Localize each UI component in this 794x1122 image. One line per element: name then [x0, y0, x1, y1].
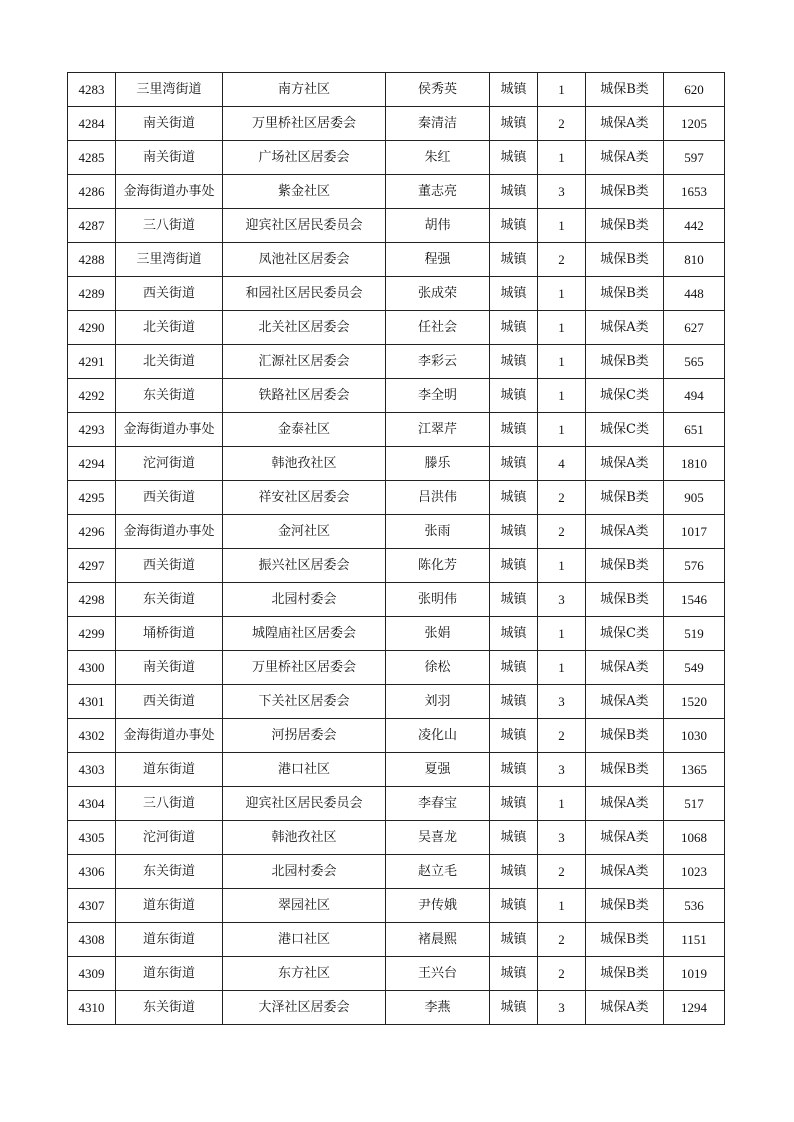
cell-street: 金海街道办事处 [116, 413, 223, 447]
cell-category: 城保A类 [586, 515, 664, 549]
cell-household-count: 2 [538, 719, 586, 753]
cell-serial: 4292 [68, 379, 116, 413]
cell-category: 城保B类 [586, 583, 664, 617]
cell-type: 城镇 [490, 73, 538, 107]
cell-type: 城镇 [490, 209, 538, 243]
cell-community: 南方社区 [223, 73, 386, 107]
cell-category: 城保B类 [586, 753, 664, 787]
cell-name: 王兴台 [386, 957, 490, 991]
cell-household-count: 1 [538, 277, 586, 311]
cell-household-count: 2 [538, 243, 586, 277]
cell-community: 翠园社区 [223, 889, 386, 923]
cell-street: 道东街道 [116, 753, 223, 787]
table-row [68, 583, 725, 617]
table-row [68, 311, 725, 345]
cell-amount: 517 [664, 787, 725, 821]
cell-household-count: 3 [538, 583, 586, 617]
cell-name: 吴喜龙 [386, 821, 490, 855]
cell-name: 滕乐 [386, 447, 490, 481]
cell-community: 汇源社区居委会 [223, 345, 386, 379]
cell-amount: 597 [664, 141, 725, 175]
cell-street: 三里湾街道 [116, 73, 223, 107]
cell-name: 李燕 [386, 991, 490, 1025]
cell-serial: 4291 [68, 345, 116, 379]
cell-community: 东方社区 [223, 957, 386, 991]
cell-type: 城镇 [490, 175, 538, 209]
table-row [68, 685, 725, 719]
cell-name: 江翠芹 [386, 413, 490, 447]
cell-amount: 1365 [664, 753, 725, 787]
cell-name: 陈化芳 [386, 549, 490, 583]
cell-household-count: 2 [538, 855, 586, 889]
cell-serial: 4299 [68, 617, 116, 651]
cell-household-count: 3 [538, 991, 586, 1025]
cell-name: 秦清洁 [386, 107, 490, 141]
cell-street: 西关街道 [116, 685, 223, 719]
cell-name: 徐松 [386, 651, 490, 685]
cell-amount: 576 [664, 549, 725, 583]
cell-street: 南关街道 [116, 107, 223, 141]
cell-name: 李彩云 [386, 345, 490, 379]
table-row [68, 787, 725, 821]
cell-type: 城镇 [490, 787, 538, 821]
cell-category: 城保B类 [586, 719, 664, 753]
cell-amount: 627 [664, 311, 725, 345]
cell-name: 夏强 [386, 753, 490, 787]
cell-serial: 4309 [68, 957, 116, 991]
cell-name: 李春宝 [386, 787, 490, 821]
cell-type: 城镇 [490, 651, 538, 685]
cell-street: 沱河街道 [116, 447, 223, 481]
cell-community: 迎宾社区居民委员会 [223, 209, 386, 243]
cell-amount: 565 [664, 345, 725, 379]
cell-community: 港口社区 [223, 753, 386, 787]
table-row [68, 821, 725, 855]
cell-type: 城镇 [490, 243, 538, 277]
cell-community: 金河社区 [223, 515, 386, 549]
cell-name: 董志亮 [386, 175, 490, 209]
cell-household-count: 3 [538, 685, 586, 719]
cell-amount: 442 [664, 209, 725, 243]
cell-amount: 1019 [664, 957, 725, 991]
cell-street: 东关街道 [116, 991, 223, 1025]
cell-household-count: 2 [538, 923, 586, 957]
cell-category: 城保C类 [586, 413, 664, 447]
cell-community: 万里桥社区居委会 [223, 107, 386, 141]
cell-type: 城镇 [490, 141, 538, 175]
cell-amount: 494 [664, 379, 725, 413]
cell-community: 韩池孜社区 [223, 821, 386, 855]
cell-category: 城保B类 [586, 549, 664, 583]
cell-street: 南关街道 [116, 651, 223, 685]
cell-amount: 1653 [664, 175, 725, 209]
cell-name: 吕洪伟 [386, 481, 490, 515]
cell-household-count: 3 [538, 753, 586, 787]
cell-community: 大泽社区居委会 [223, 991, 386, 1025]
cell-serial: 4302 [68, 719, 116, 753]
table-row [68, 379, 725, 413]
cell-amount: 448 [664, 277, 725, 311]
cell-serial: 4308 [68, 923, 116, 957]
cell-street: 沱河街道 [116, 821, 223, 855]
cell-community: 港口社区 [223, 923, 386, 957]
cell-type: 城镇 [490, 107, 538, 141]
cell-category: 城保B类 [586, 209, 664, 243]
cell-community: 祥安社区居委会 [223, 481, 386, 515]
cell-street: 金海街道办事处 [116, 515, 223, 549]
table-row [68, 855, 725, 889]
cell-serial: 4293 [68, 413, 116, 447]
cell-type: 城镇 [490, 889, 538, 923]
cell-category: 城保A类 [586, 311, 664, 345]
cell-type: 城镇 [490, 583, 538, 617]
cell-household-count: 3 [538, 821, 586, 855]
cell-name: 赵立毛 [386, 855, 490, 889]
table-row [68, 141, 725, 175]
table-row [68, 175, 725, 209]
cell-category: 城保B类 [586, 277, 664, 311]
cell-category: 城保A类 [586, 821, 664, 855]
cell-type: 城镇 [490, 277, 538, 311]
table-row [68, 957, 725, 991]
cell-serial: 4284 [68, 107, 116, 141]
table-row [68, 889, 725, 923]
cell-household-count: 1 [538, 141, 586, 175]
cell-serial: 4298 [68, 583, 116, 617]
cell-serial: 4290 [68, 311, 116, 345]
cell-type: 城镇 [490, 991, 538, 1025]
cell-name: 程强 [386, 243, 490, 277]
cell-category: 城保B类 [586, 889, 664, 923]
cell-serial: 4288 [68, 243, 116, 277]
cell-serial: 4285 [68, 141, 116, 175]
cell-street: 北关街道 [116, 311, 223, 345]
cell-community: 北园村委会 [223, 583, 386, 617]
cell-amount: 1294 [664, 991, 725, 1025]
cell-household-count: 1 [538, 73, 586, 107]
table-row [68, 73, 725, 107]
table-row [68, 345, 725, 379]
cell-name: 侯秀英 [386, 73, 490, 107]
cell-amount: 1205 [664, 107, 725, 141]
table-row [68, 243, 725, 277]
cell-community: 万里桥社区居委会 [223, 651, 386, 685]
cell-amount: 1520 [664, 685, 725, 719]
cell-type: 城镇 [490, 447, 538, 481]
cell-street: 三里湾街道 [116, 243, 223, 277]
cell-type: 城镇 [490, 617, 538, 651]
cell-amount: 810 [664, 243, 725, 277]
cell-household-count: 1 [538, 311, 586, 345]
cell-category: 城保A类 [586, 855, 664, 889]
cell-type: 城镇 [490, 311, 538, 345]
cell-community: 韩池孜社区 [223, 447, 386, 481]
cell-amount: 1023 [664, 855, 725, 889]
cell-category: 城保B类 [586, 957, 664, 991]
cell-type: 城镇 [490, 753, 538, 787]
cell-amount: 1068 [664, 821, 725, 855]
cell-category: 城保A类 [586, 447, 664, 481]
cell-category: 城保A类 [586, 787, 664, 821]
cell-category: 城保B类 [586, 73, 664, 107]
table-body [68, 73, 725, 1025]
cell-serial: 4297 [68, 549, 116, 583]
cell-type: 城镇 [490, 481, 538, 515]
cell-name: 刘羽 [386, 685, 490, 719]
cell-community: 下关社区居委会 [223, 685, 386, 719]
cell-household-count: 2 [538, 957, 586, 991]
cell-name: 胡伟 [386, 209, 490, 243]
cell-type: 城镇 [490, 379, 538, 413]
cell-household-count: 2 [538, 515, 586, 549]
cell-household-count: 1 [538, 413, 586, 447]
cell-serial: 4301 [68, 685, 116, 719]
cell-household-count: 2 [538, 481, 586, 515]
cell-serial: 4286 [68, 175, 116, 209]
cell-amount: 1030 [664, 719, 725, 753]
cell-community: 和园社区居民委员会 [223, 277, 386, 311]
cell-category: 城保C类 [586, 617, 664, 651]
table-row [68, 719, 725, 753]
cell-street: 东关街道 [116, 855, 223, 889]
cell-category: 城保A类 [586, 141, 664, 175]
cell-amount: 1151 [664, 923, 725, 957]
cell-amount: 1017 [664, 515, 725, 549]
cell-name: 凌化山 [386, 719, 490, 753]
table-row [68, 277, 725, 311]
cell-community: 河拐居委会 [223, 719, 386, 753]
cell-community: 城隍庙社区居委会 [223, 617, 386, 651]
cell-street: 金海街道办事处 [116, 719, 223, 753]
table-row [68, 617, 725, 651]
cell-street: 三八街道 [116, 209, 223, 243]
cell-community: 广场社区居委会 [223, 141, 386, 175]
cell-type: 城镇 [490, 923, 538, 957]
cell-community: 铁路社区居委会 [223, 379, 386, 413]
cell-serial: 4305 [68, 821, 116, 855]
cell-household-count: 4 [538, 447, 586, 481]
cell-household-count: 3 [538, 175, 586, 209]
cell-street: 道东街道 [116, 889, 223, 923]
table-row [68, 753, 725, 787]
cell-serial: 4289 [68, 277, 116, 311]
cell-type: 城镇 [490, 957, 538, 991]
cell-type: 城镇 [490, 413, 538, 447]
cell-community: 紫金社区 [223, 175, 386, 209]
cell-amount: 651 [664, 413, 725, 447]
table-row [68, 209, 725, 243]
cell-community: 北关社区居委会 [223, 311, 386, 345]
cell-type: 城镇 [490, 821, 538, 855]
cell-serial: 4296 [68, 515, 116, 549]
cell-household-count: 1 [538, 379, 586, 413]
cell-household-count: 2 [538, 107, 586, 141]
cell-name: 任社会 [386, 311, 490, 345]
cell-serial: 4300 [68, 651, 116, 685]
cell-type: 城镇 [490, 549, 538, 583]
cell-amount: 536 [664, 889, 725, 923]
cell-household-count: 1 [538, 549, 586, 583]
cell-serial: 4287 [68, 209, 116, 243]
cell-name: 李全明 [386, 379, 490, 413]
cell-serial: 4303 [68, 753, 116, 787]
cell-community: 北园村委会 [223, 855, 386, 889]
cell-serial: 4294 [68, 447, 116, 481]
cell-household-count: 1 [538, 787, 586, 821]
cell-household-count: 1 [538, 209, 586, 243]
table-row [68, 923, 725, 957]
cell-name: 朱红 [386, 141, 490, 175]
cell-name: 尹传娥 [386, 889, 490, 923]
cell-category: 城保B类 [586, 923, 664, 957]
cell-community: 振兴社区居委会 [223, 549, 386, 583]
cell-street: 埇桥街道 [116, 617, 223, 651]
cell-community: 迎宾社区居民委员会 [223, 787, 386, 821]
cell-street: 道东街道 [116, 957, 223, 991]
cell-category: 城保B类 [586, 243, 664, 277]
cell-street: 北关街道 [116, 345, 223, 379]
cell-amount: 549 [664, 651, 725, 685]
cell-name: 张明伟 [386, 583, 490, 617]
cell-serial: 4307 [68, 889, 116, 923]
cell-type: 城镇 [490, 345, 538, 379]
cell-name: 张雨 [386, 515, 490, 549]
cell-type: 城镇 [490, 719, 538, 753]
cell-community: 金泰社区 [223, 413, 386, 447]
cell-street: 东关街道 [116, 583, 223, 617]
cell-serial: 4310 [68, 991, 116, 1025]
cell-category: 城保C类 [586, 379, 664, 413]
cell-serial: 4295 [68, 481, 116, 515]
cell-category: 城保A类 [586, 107, 664, 141]
cell-serial: 4304 [68, 787, 116, 821]
cell-category: 城保B类 [586, 345, 664, 379]
cell-category: 城保A类 [586, 991, 664, 1025]
cell-street: 金海街道办事处 [116, 175, 223, 209]
cell-amount: 620 [664, 73, 725, 107]
cell-type: 城镇 [490, 515, 538, 549]
cell-type: 城镇 [490, 685, 538, 719]
table-row [68, 515, 725, 549]
records-table [67, 72, 725, 1025]
cell-household-count: 1 [538, 889, 586, 923]
table-row [68, 481, 725, 515]
cell-street: 西关街道 [116, 481, 223, 515]
cell-street: 西关街道 [116, 549, 223, 583]
cell-street: 三八街道 [116, 787, 223, 821]
cell-street: 西关街道 [116, 277, 223, 311]
cell-category: 城保A类 [586, 651, 664, 685]
cell-serial: 4306 [68, 855, 116, 889]
cell-community: 凤池社区居委会 [223, 243, 386, 277]
table-row [68, 413, 725, 447]
cell-amount: 519 [664, 617, 725, 651]
table-row [68, 549, 725, 583]
table-row [68, 447, 725, 481]
cell-street: 道东街道 [116, 923, 223, 957]
cell-amount: 905 [664, 481, 725, 515]
table-row [68, 651, 725, 685]
cell-category: 城保A类 [586, 685, 664, 719]
cell-category: 城保B类 [586, 175, 664, 209]
cell-amount: 1546 [664, 583, 725, 617]
cell-household-count: 1 [538, 345, 586, 379]
cell-household-count: 1 [538, 617, 586, 651]
table-row [68, 991, 725, 1025]
cell-name: 褚晨熙 [386, 923, 490, 957]
cell-name: 张成荣 [386, 277, 490, 311]
cell-household-count: 1 [538, 651, 586, 685]
cell-name: 张娟 [386, 617, 490, 651]
cell-street: 南关街道 [116, 141, 223, 175]
table-row [68, 107, 725, 141]
cell-serial: 4283 [68, 73, 116, 107]
cell-type: 城镇 [490, 855, 538, 889]
cell-category: 城保B类 [586, 481, 664, 515]
cell-street: 东关街道 [116, 379, 223, 413]
cell-amount: 1810 [664, 447, 725, 481]
